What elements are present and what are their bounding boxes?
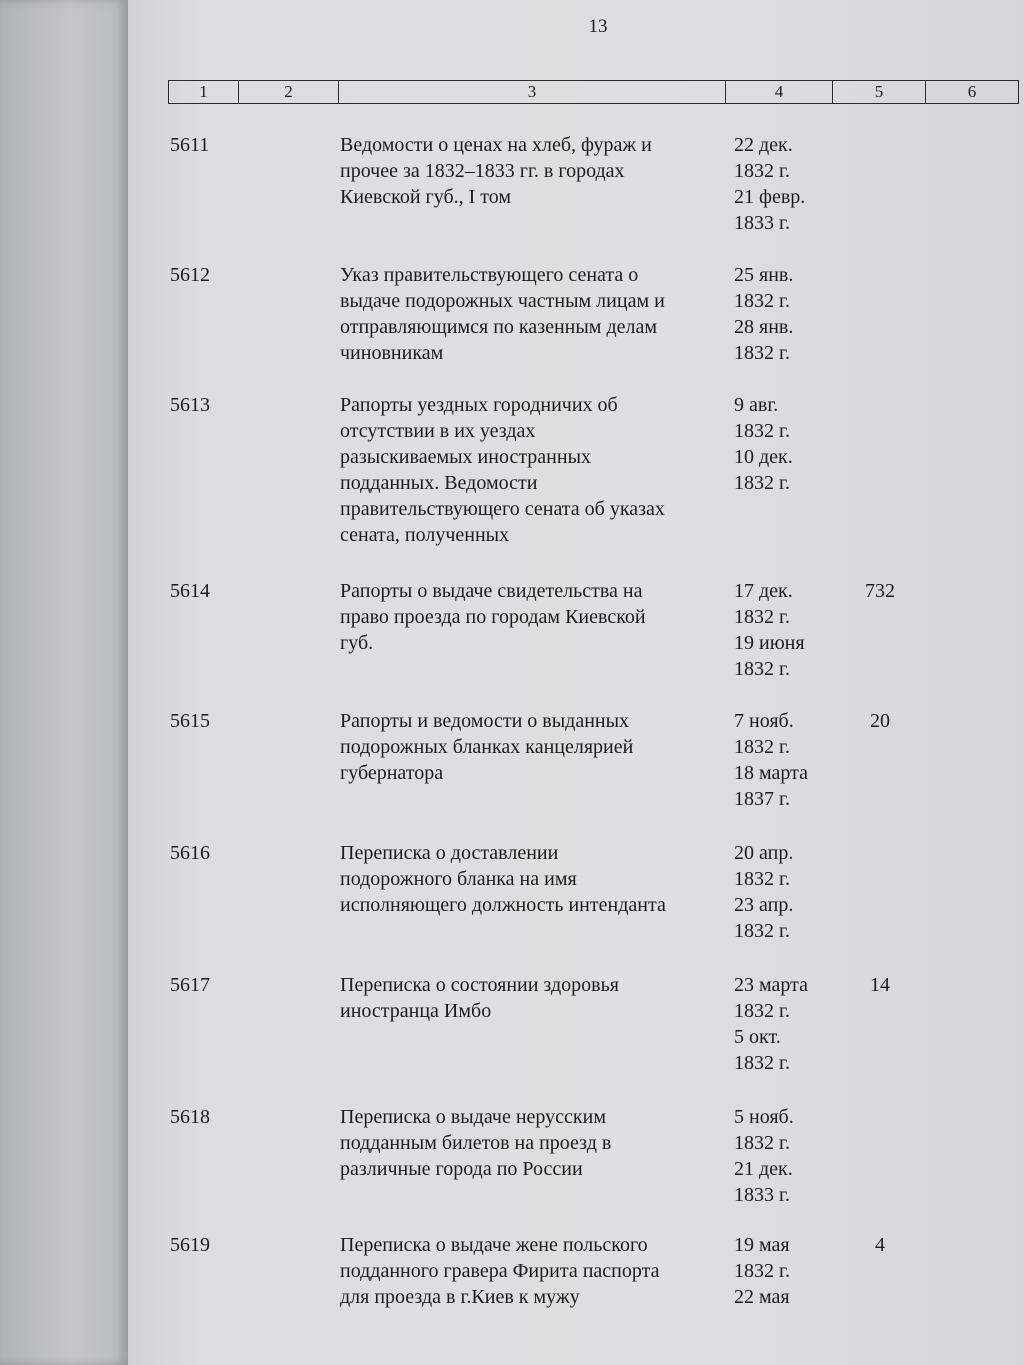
entry-description [340,132,730,210]
date-line: 1832 г. [734,160,790,182]
page-number: 13 [588,16,608,37]
entry-dates [734,262,834,366]
description-line: подорожного бланка на имя [340,868,577,890]
entry-sheet-count: 14 [870,974,890,996]
date-line: 19 мая [734,1234,790,1256]
description-line: отсутствии в их уездах [340,420,536,442]
date-line: 1832 г. [734,1260,790,1282]
description-line: Киевской губ., I том [340,186,512,208]
date-line: 25 янв. [734,264,794,286]
column-header-2: 2 [239,81,339,104]
column-header-3: 3 [339,81,726,104]
entry-number: 5615 [170,710,210,732]
description-line: подорожных бланках канцелярией [340,736,634,758]
entry-dates [734,1232,834,1310]
column-header-5: 5 [833,81,926,104]
date-line: 22 дек. [734,134,793,156]
description-line: различные города по России [340,1158,583,1180]
date-line: 1832 г. [734,606,790,628]
date-line: 1832 г. [734,420,790,442]
entry-number: 5617 [170,974,210,996]
description-line: сената, полученных [340,524,510,546]
column-header-table [168,80,1019,104]
entry-description [340,1104,730,1182]
description-line: правительствующего сената об указах [340,498,665,520]
description-line: губернатора [340,762,444,784]
description-line: подданного гравера Фирита паспорта [340,1260,660,1282]
entry-dates [734,1104,834,1208]
date-line: 1832 г. [734,342,790,364]
date-line: 21 февр. [734,186,806,208]
description-line: Ведомости о ценах на хлеб, фураж и [340,134,652,156]
date-line: 23 апр. [734,894,794,916]
date-line: 1832 г. [734,1132,790,1154]
entry-number: 5611 [170,134,210,156]
date-line: 19 июня [734,632,805,654]
column-header-1: 1 [169,81,239,104]
description-line: Указ правительствующего сената о [340,264,639,286]
date-line: 1833 г. [734,212,790,234]
date-line: 20 апр. [734,842,794,864]
entry-number: 5614 [170,580,210,602]
entry-number: 5616 [170,842,210,864]
description-line: подданным билетов на проезд в [340,1132,612,1154]
entry-description [340,1232,730,1310]
description-line: губ. [340,632,374,654]
entry-dates [734,708,834,812]
previous-page-edge [0,0,128,1365]
entry-number: 5613 [170,394,210,416]
entry-dates [734,132,834,236]
date-line: 1832 г. [734,472,790,494]
description-line: выдаче подорожных частным лицам и [340,290,665,312]
date-line: 7 нояб. [734,710,794,732]
entry-description [340,262,730,366]
date-line: 1832 г. [734,1052,790,1074]
date-line: 1832 г. [734,290,790,312]
description-line: Рапорты о выдаче свидетельства на [340,580,643,602]
description-line: прочее за 1832–1833 гг. в городах [340,160,625,182]
entry-description [340,392,730,548]
date-line: 23 марта [734,974,808,996]
date-line: 18 марта [734,762,808,784]
date-line: 21 дек. [734,1158,793,1180]
description-line: отправляющимся по казенным делам [340,316,658,338]
date-line: 5 нояб. [734,1106,794,1128]
column-header-4: 4 [726,81,833,104]
description-line: Рапорты уездных городничих об [340,394,618,416]
date-line: 1832 г. [734,658,790,680]
entry-sheet-count: 20 [870,710,890,732]
date-line: 17 дек. [734,580,793,602]
entry-dates [734,392,834,496]
description-line: разыскиваемых иностранных [340,446,592,468]
date-line: 1832 г. [734,920,790,942]
description-line: право проезда по городам Киевской [340,606,646,628]
date-line: 1833 г. [734,1184,790,1206]
date-line: 1837 г. [734,788,790,810]
date-line: 1832 г. [734,736,790,758]
entry-description [340,578,730,656]
entry-number: 5612 [170,264,210,286]
date-line: 9 авг. [734,394,779,416]
entry-description [340,708,730,786]
description-line: иностранца Имбо [340,1000,492,1022]
date-line: 28 янв. [734,316,794,338]
entry-number: 5619 [170,1234,210,1256]
date-line: 1832 г. [734,1000,790,1022]
entry-number: 5618 [170,1106,210,1128]
description-line: Переписка о доставлении [340,842,559,864]
date-line: 5 окт. [734,1026,781,1048]
date-line: 1832 г. [734,868,790,890]
description-line: исполняющего должность интенданта [340,894,666,916]
entry-description [340,972,730,1024]
description-line: Рапорты и ведомости о выданных [340,710,630,732]
entry-description [340,840,730,918]
entry-dates [734,578,834,682]
entry-dates [734,972,834,1076]
entry-dates [734,840,834,944]
date-line: 22 мая [734,1286,790,1308]
column-header-6: 6 [926,81,1019,104]
description-line: чиновникам [340,342,444,364]
description-line: Переписка о выдаче нерусским [340,1106,606,1128]
description-line: Переписка о состоянии здоровья [340,974,619,996]
description-line: подданных. Ведомости [340,472,538,494]
date-line: 10 дек. [734,446,793,468]
entry-sheet-count: 732 [865,580,895,602]
description-line: для проезда в г.Киев к мужу [340,1286,580,1308]
entry-sheet-count: 4 [875,1234,885,1256]
description-line: Переписка о выдаче жене польского [340,1234,648,1256]
